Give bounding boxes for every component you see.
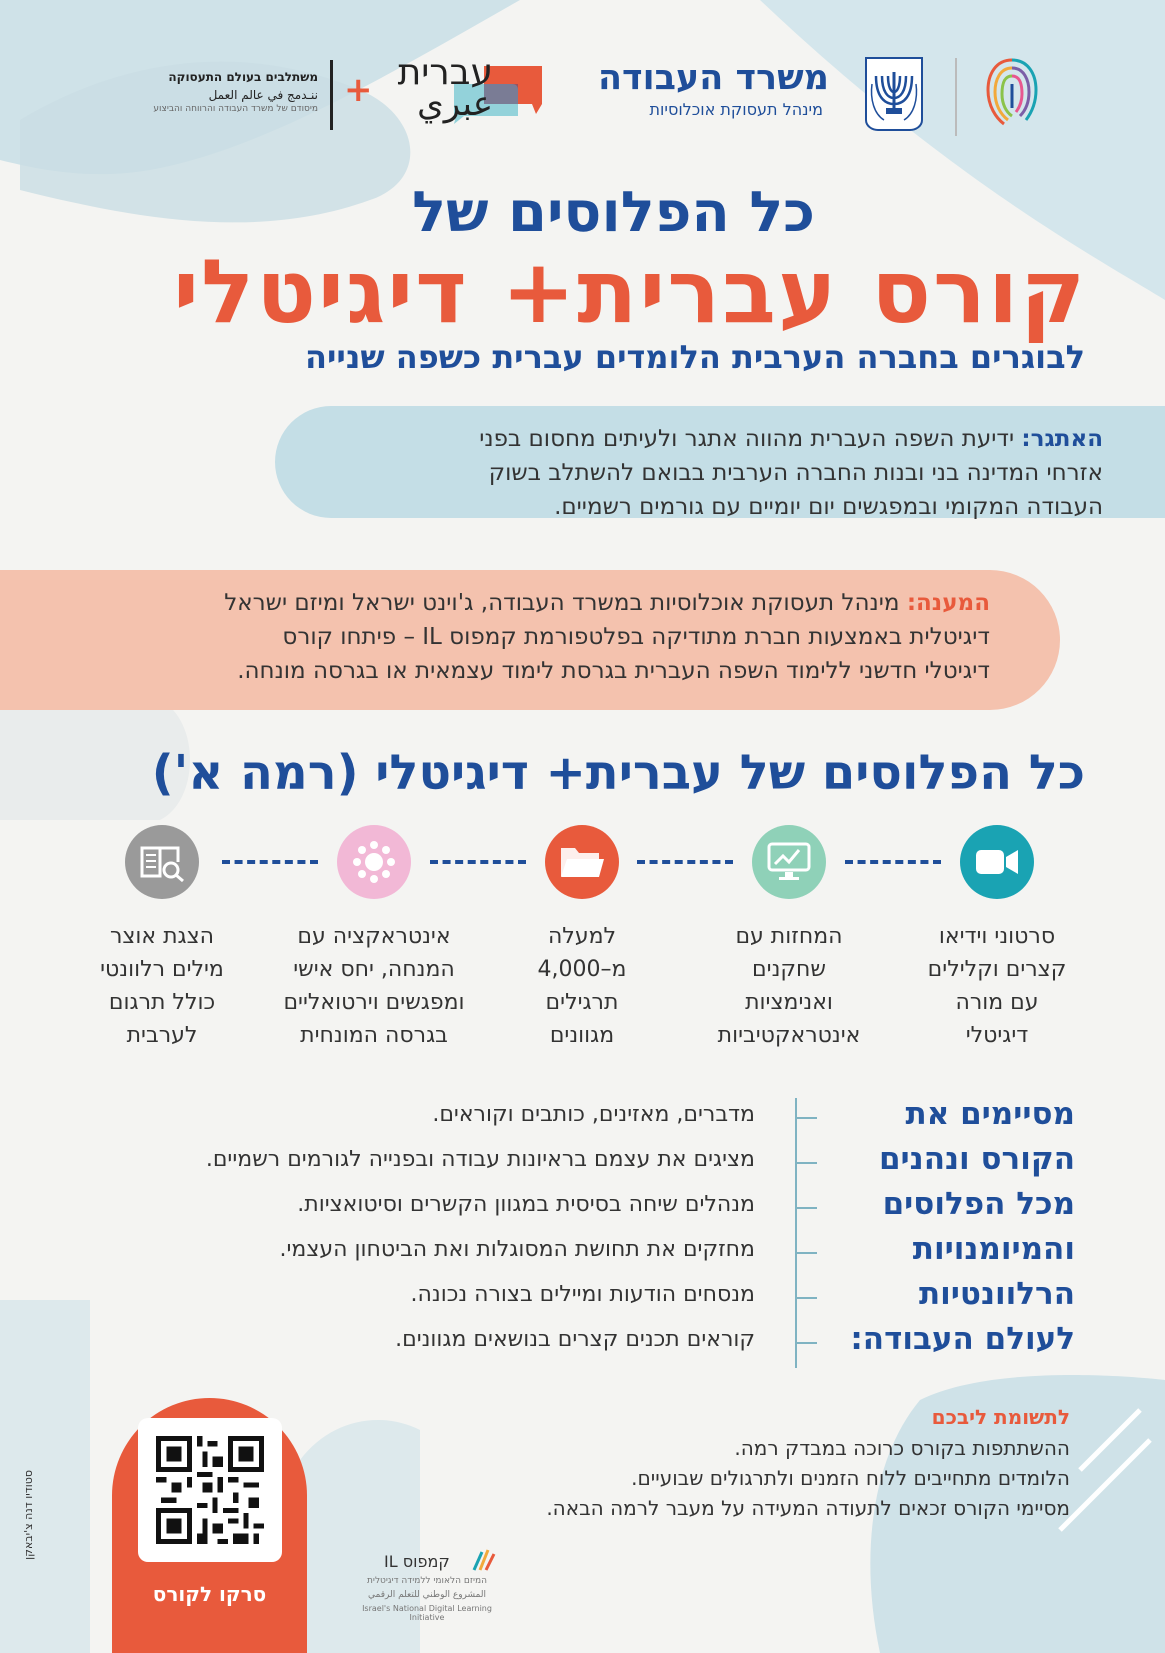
completion-title-line: מסיימים את — [905, 1096, 1075, 1132]
bullet-tick — [795, 1252, 817, 1254]
logo-plus: + — [344, 70, 373, 110]
header-divider — [955, 58, 957, 136]
feature-line: עם מורה — [955, 990, 1039, 1015]
bullet-tick — [795, 1297, 817, 1299]
feature-line: ומפגשים וירטואליים — [283, 990, 465, 1015]
feature-line: הצגת אוצר — [109, 924, 215, 949]
tagline-arabic: ننـدمج في عالم العمل — [208, 88, 318, 102]
feature-line: מגוונים — [549, 1023, 615, 1048]
completion-title-line: מכל הפלוסים — [882, 1186, 1075, 1222]
solution-line-1: מינהל תעסוקת אוכלוסיות במשרד העבודה, ג'וינט ישראל ומיזם ישראל — [224, 590, 900, 616]
ivrit-arabic-word: عبري — [417, 84, 493, 124]
feature-monitor-text — [689, 920, 889, 1052]
title-line-1: כל הפלוסים של — [412, 180, 815, 245]
campus-sub-hebrew: המיזם הלאומי ללמידה דיגיטלית — [367, 1576, 487, 1586]
feature-line: כולל תרגום — [108, 990, 216, 1015]
feature-line: המחזות עם — [735, 924, 843, 949]
skill-item: קוראים תכנים קצרים בנושאים מגוונים. — [395, 1327, 755, 1352]
note-line: ההשתתפות בקורס כרוכה במבדק רמה. — [734, 1436, 1070, 1460]
scan-label: סרקו לקורס — [152, 1582, 267, 1606]
feature-line: ואנימציות — [745, 990, 833, 1015]
ministry-name: משרד העבודה — [597, 58, 829, 98]
bullet-tick — [795, 1342, 817, 1344]
logo-divider — [330, 60, 333, 130]
qr-card[interactable] — [138, 1418, 282, 1562]
challenge-line-2: אזרחי המדינה בני ובנות החברה הערבית בבואם להשתלב בשוק — [488, 460, 1103, 486]
solution-line-2: דיגיטלית באמצעות חברת מתודיקה בפלטפורמת קמפוס IL – פיתחו קורס — [282, 624, 990, 650]
feature-folder-text — [482, 920, 682, 1052]
campus-sub-english: Israel's National Digital Learning Initiative — [362, 1604, 492, 1622]
main-title: קורס עברית+ דיגיטלי — [173, 240, 1087, 343]
feature-line: שחקנים — [752, 957, 826, 982]
feature-line: מילים רלוונטי — [100, 957, 224, 982]
solution-label: המענה: — [906, 590, 990, 616]
completion-title-line: הקורס ונהנים — [878, 1141, 1075, 1177]
feature-line: למעלה — [547, 924, 617, 949]
notes-title: לתשומת ליבכם — [931, 1405, 1070, 1429]
feature-line: מ–4,000 — [537, 957, 627, 982]
feature-line: תרגילים — [545, 990, 619, 1015]
challenge-text — [303, 422, 1103, 524]
feature-line: סרטוני וידיאו — [938, 924, 1056, 949]
completion-title-line: הרלוונטיות — [918, 1276, 1075, 1312]
ministry-subtitle: מינהל תעסוקת אוכלוסיות — [649, 100, 823, 119]
challenge-line-3: העבודה המקומי ובמפגשים יום יומיים עם גורמים רשמיים. — [554, 494, 1103, 520]
skill-item: מחזקים את תחושת המסוגלות ואת הביטחון העצמי. — [279, 1237, 755, 1262]
feature-line: דיגיטלי — [965, 1023, 1029, 1048]
solution-text — [40, 586, 990, 688]
book-search-icon — [125, 825, 199, 899]
tagline-hebrew: משתלבים בעולם התעסוקה — [168, 70, 318, 84]
skill-item: מדברים, מאזינים, כותבים וקוראים. — [432, 1102, 755, 1127]
connector-dash — [637, 860, 733, 864]
folder-icon — [545, 825, 619, 899]
bullet-tick — [795, 1162, 817, 1164]
completion-title — [845, 1092, 1075, 1362]
feature-line: אינטראקציה עם — [297, 924, 451, 949]
challenge-label: האתגר: — [1021, 426, 1103, 452]
bullet-rail — [795, 1098, 797, 1368]
video-icon — [960, 825, 1034, 899]
qr-code-icon[interactable] — [156, 1436, 264, 1544]
feature-line: בגרסה המונחית — [300, 1023, 448, 1048]
completion-title-line: לעולם העבודה: — [850, 1321, 1075, 1357]
bullet-tick — [795, 1207, 817, 1209]
tagline-founders: מיסודם של משרד העבודה והרווחה והביצוע — [153, 104, 318, 114]
audience-subtitle: לבוגרים בחברה הערבית הלומדים עברית כשפה שנייה — [305, 338, 1085, 376]
skill-item: מנסחים הודעות ומיילים בצורה נכונה. — [410, 1282, 755, 1307]
feature-book-text — [62, 920, 262, 1052]
bullet-tick — [795, 1117, 817, 1119]
state-emblem-icon — [862, 54, 926, 134]
feature-line: קצרים וקלילים — [927, 957, 1067, 982]
monitor-icon — [752, 825, 826, 899]
bg-shape-bottom-left — [0, 1300, 90, 1653]
connector-dash — [430, 860, 526, 864]
campus-logo-icon — [470, 1546, 500, 1572]
feature-people-text — [262, 920, 486, 1052]
people-icon — [337, 825, 411, 899]
campus-name: קמפוס IL — [384, 1552, 450, 1571]
skill-item: מציגים את עצמם בראיונות עבודה ובפנייה לגורמים רשמיים. — [205, 1147, 755, 1172]
ivrit-hebrew-word: עברית — [397, 52, 493, 93]
feature-line: לערבית — [126, 1023, 198, 1048]
connector-dash — [222, 860, 318, 864]
feature-line: אינטראקטיביות — [717, 1023, 861, 1048]
feature-line: המנחה, יחס אישי — [293, 957, 455, 982]
features-title: כל הפלוסים של עברית+ דיגיטלי (רמה א') — [151, 745, 1085, 801]
connector-dash — [845, 860, 941, 864]
note-line: הלומדים מתחייבים ללוח הזמנים ולתרגולים שבועיים. — [631, 1466, 1070, 1490]
completion-title-line: והמיומנויות — [912, 1231, 1075, 1267]
note-line: מסיימי הקורס זכאים לתעודה המעידה על מעבר לרמה הבאה. — [546, 1496, 1070, 1520]
feature-video-text — [897, 920, 1097, 1052]
challenge-line-1: ידיעת השפה העברית מהווה אתגר ולעיתים מחסום בפני — [479, 426, 1015, 452]
campus-sub-arabic: المشروع الوطني للتعلم الرقمي — [368, 1590, 486, 1600]
design-credit: סטודיו דנה צ'יבאקן — [22, 1470, 35, 1560]
solution-line-3: דיגיטלי חדשני ללימוד השפה העברית בגרסת לימוד עצמאית או בגרסה מונחה. — [237, 658, 990, 684]
skill-item: מנהלים שיחה בסיסית במגוון הקשרים וסיטואציות. — [297, 1192, 755, 1217]
fingerprint-logo-icon — [982, 52, 1042, 132]
